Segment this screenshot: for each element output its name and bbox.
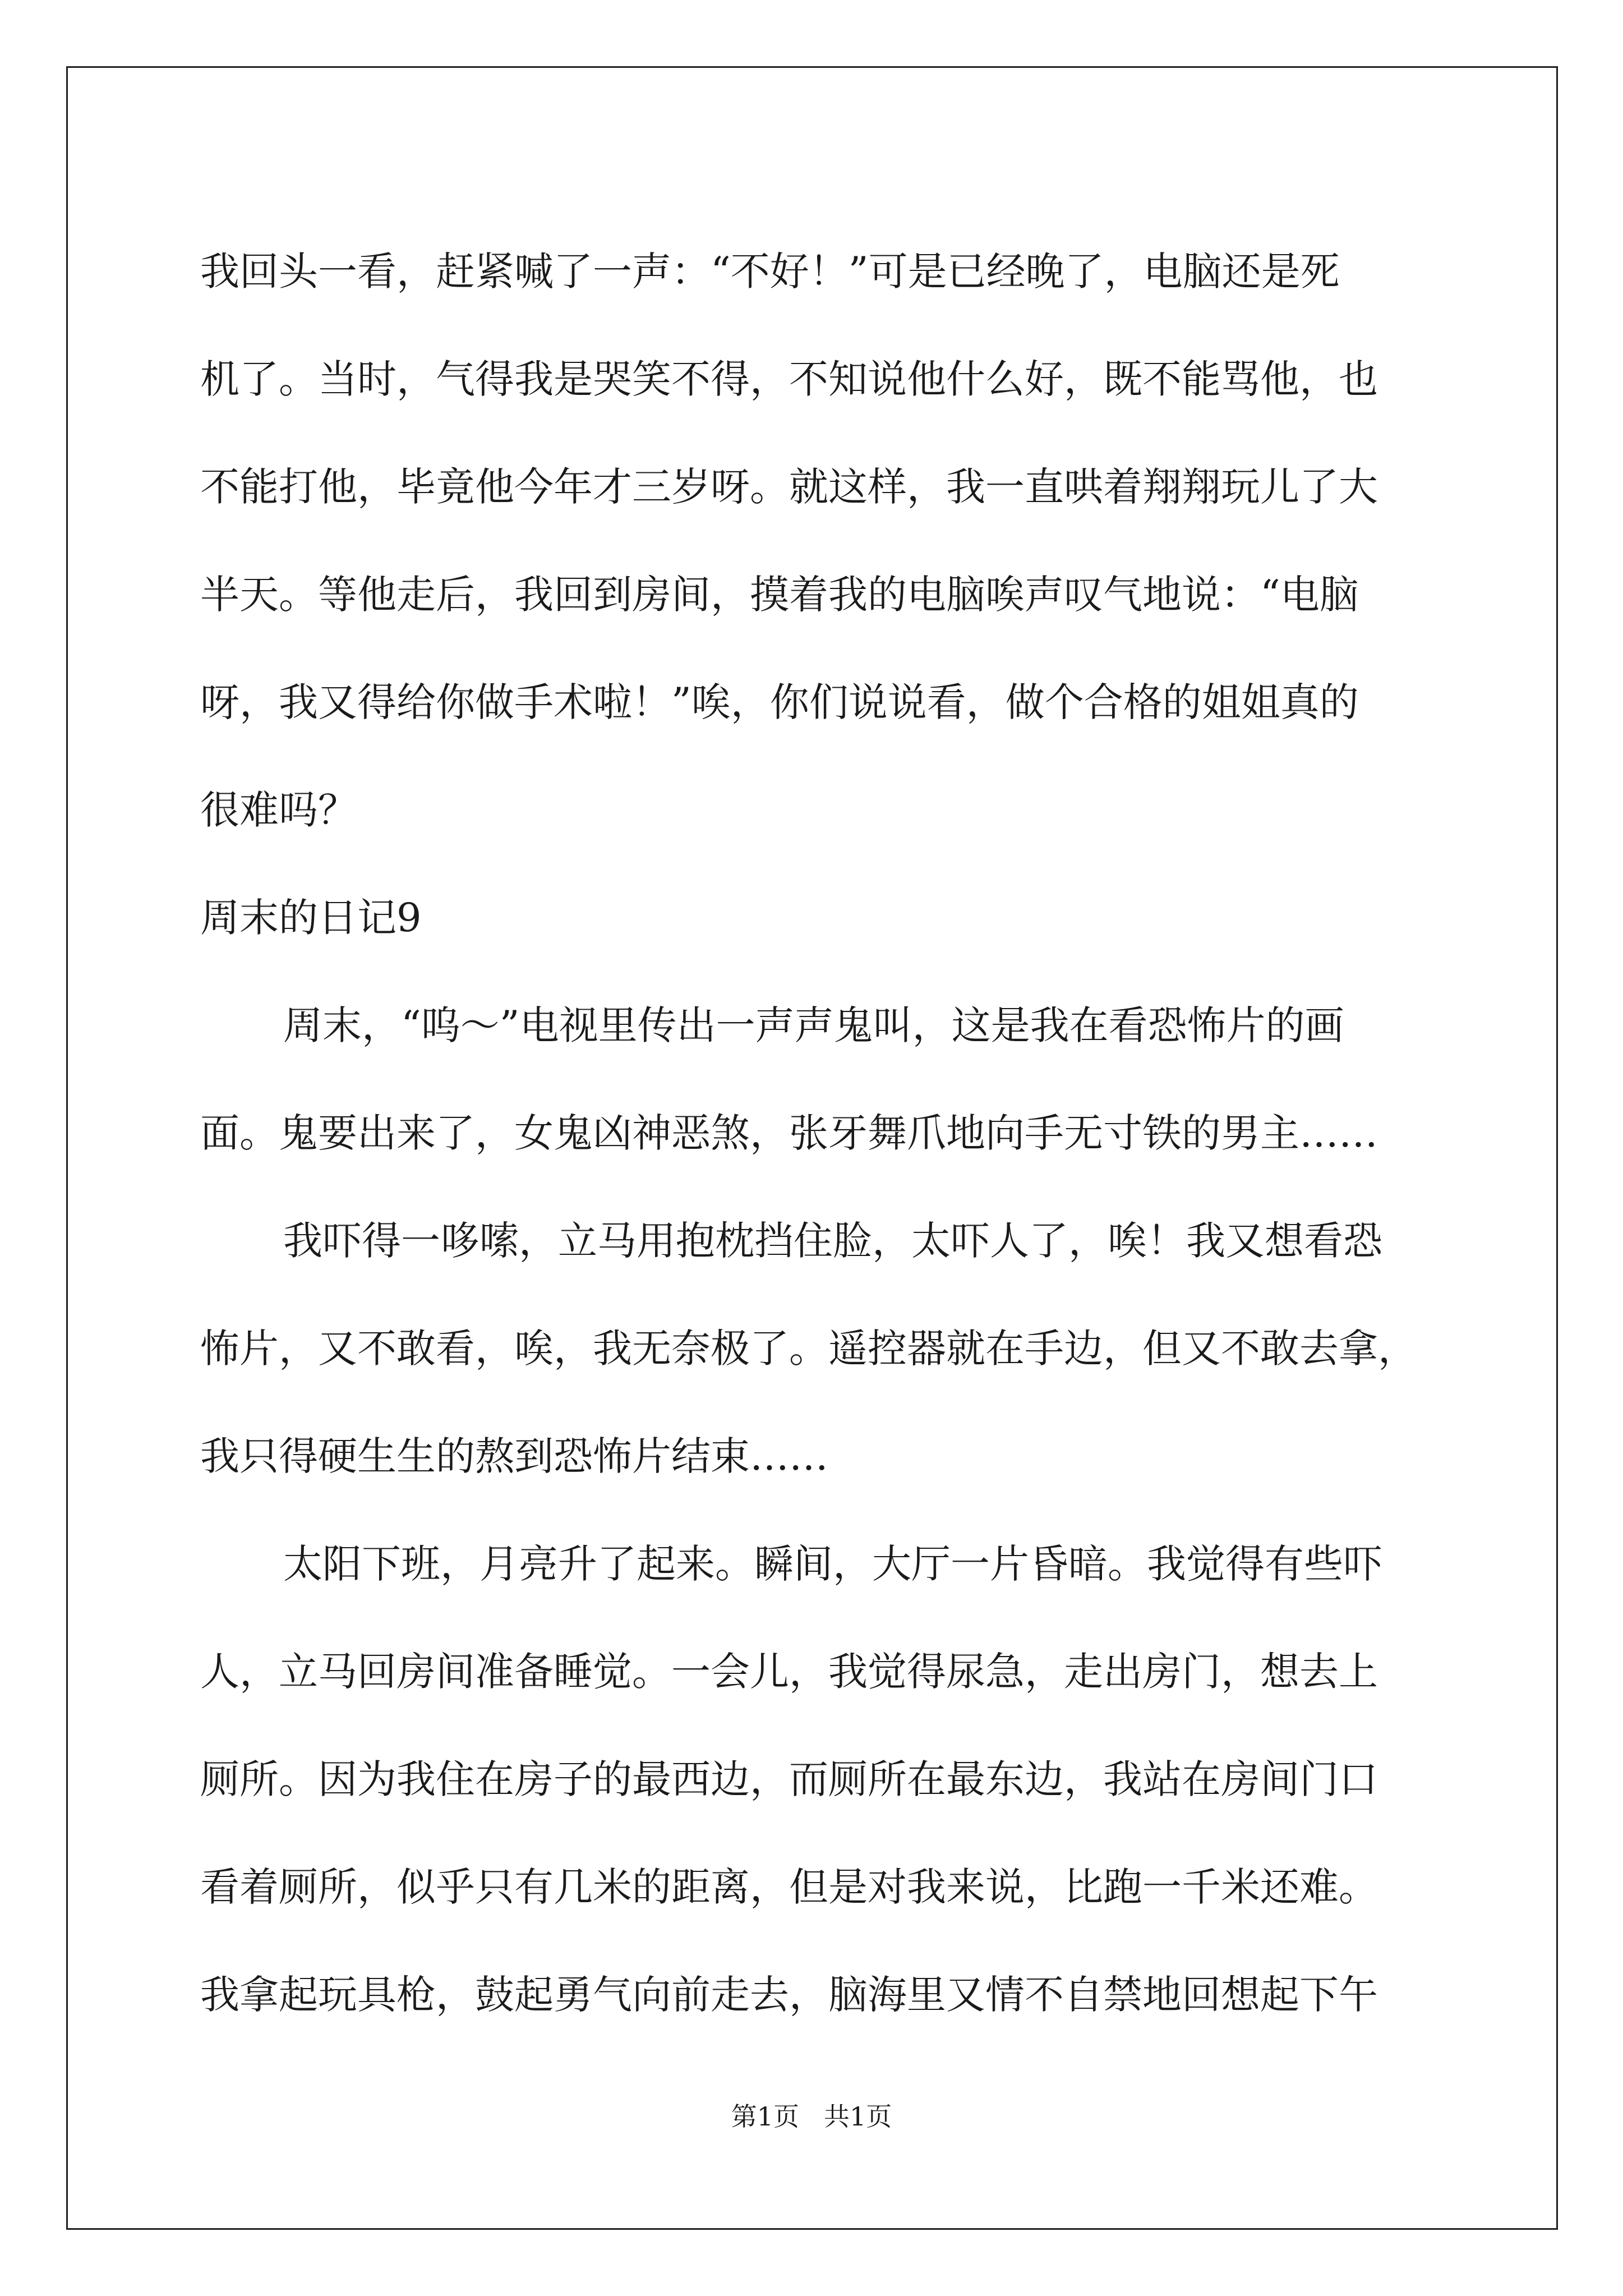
text-line: 人，立马回房间准备睡觉。一会儿，我觉得尿急，走出房门，想去上 <box>200 1649 1378 1695</box>
text-line: 看着厕所，似乎只有几米的距离，但是对我来说，比跑一千米还难。 <box>200 1864 1378 1910</box>
text-line: 我吓得一哆嗦，立马用抱枕挡住脸，太吓人了，唉！我又想看恐 <box>283 1218 1382 1264</box>
text-line: 很难吗？ <box>200 787 357 833</box>
text-line: 机了。当时，气得我是哭笑不得，不知说他什么好，既不能骂他，也 <box>200 356 1378 402</box>
document-body <box>200 218 1434 2049</box>
section-title: 周末的日记9 <box>200 895 422 941</box>
text-line: 太阳下班，月亮升了起来。瞬间，大厅一片昏暗。我觉得有些吓 <box>283 1541 1382 1587</box>
text-line: 周末，“呜～”电视里传出一声声鬼叫，这是我在看恐怖片的画 <box>283 1002 1344 1048</box>
page-total: 共1页 <box>824 2101 892 2132</box>
page-footer <box>0 2100 1623 2133</box>
text-line: 不能打他，毕竟他今年才三岁呀。就这样，我一直哄着翔翔玩儿了大 <box>200 464 1378 510</box>
text-line: 厕所。因为我住在房子的最西边，而厕所在最东边，我站在房间门口 <box>200 1756 1378 1802</box>
text-line: 我拿起玩具枪，鼓起勇气向前走去，脑海里又情不自禁地回想起下午 <box>200 1972 1378 2018</box>
text-line: 怖片，又不敢看，唉，我无奈极了。遥控器就在手边，但又不敢去拿， <box>200 1326 1417 1372</box>
page-number: 第1页 <box>731 2101 799 2132</box>
text-line: 半天。等他走后，我回到房间，摸着我的电脑唉声叹气地说：“电脑 <box>200 572 1359 618</box>
text-line: 我只得硬生生的熬到恐怖片结束…… <box>200 1433 828 1479</box>
text-line: 呀，我又得给你做手术啦！”唉，你们说说看，做个合格的姐姐真的 <box>200 679 1359 725</box>
text-line: 面。鬼要出来了，女鬼凶神恶煞，张牙舞爪地向手无寸铁的男主…… <box>200 1110 1378 1156</box>
text-line: 我回头一看，赶紧喊了一声：“不好！”可是已经晚了，电脑还是死 <box>200 249 1340 295</box>
